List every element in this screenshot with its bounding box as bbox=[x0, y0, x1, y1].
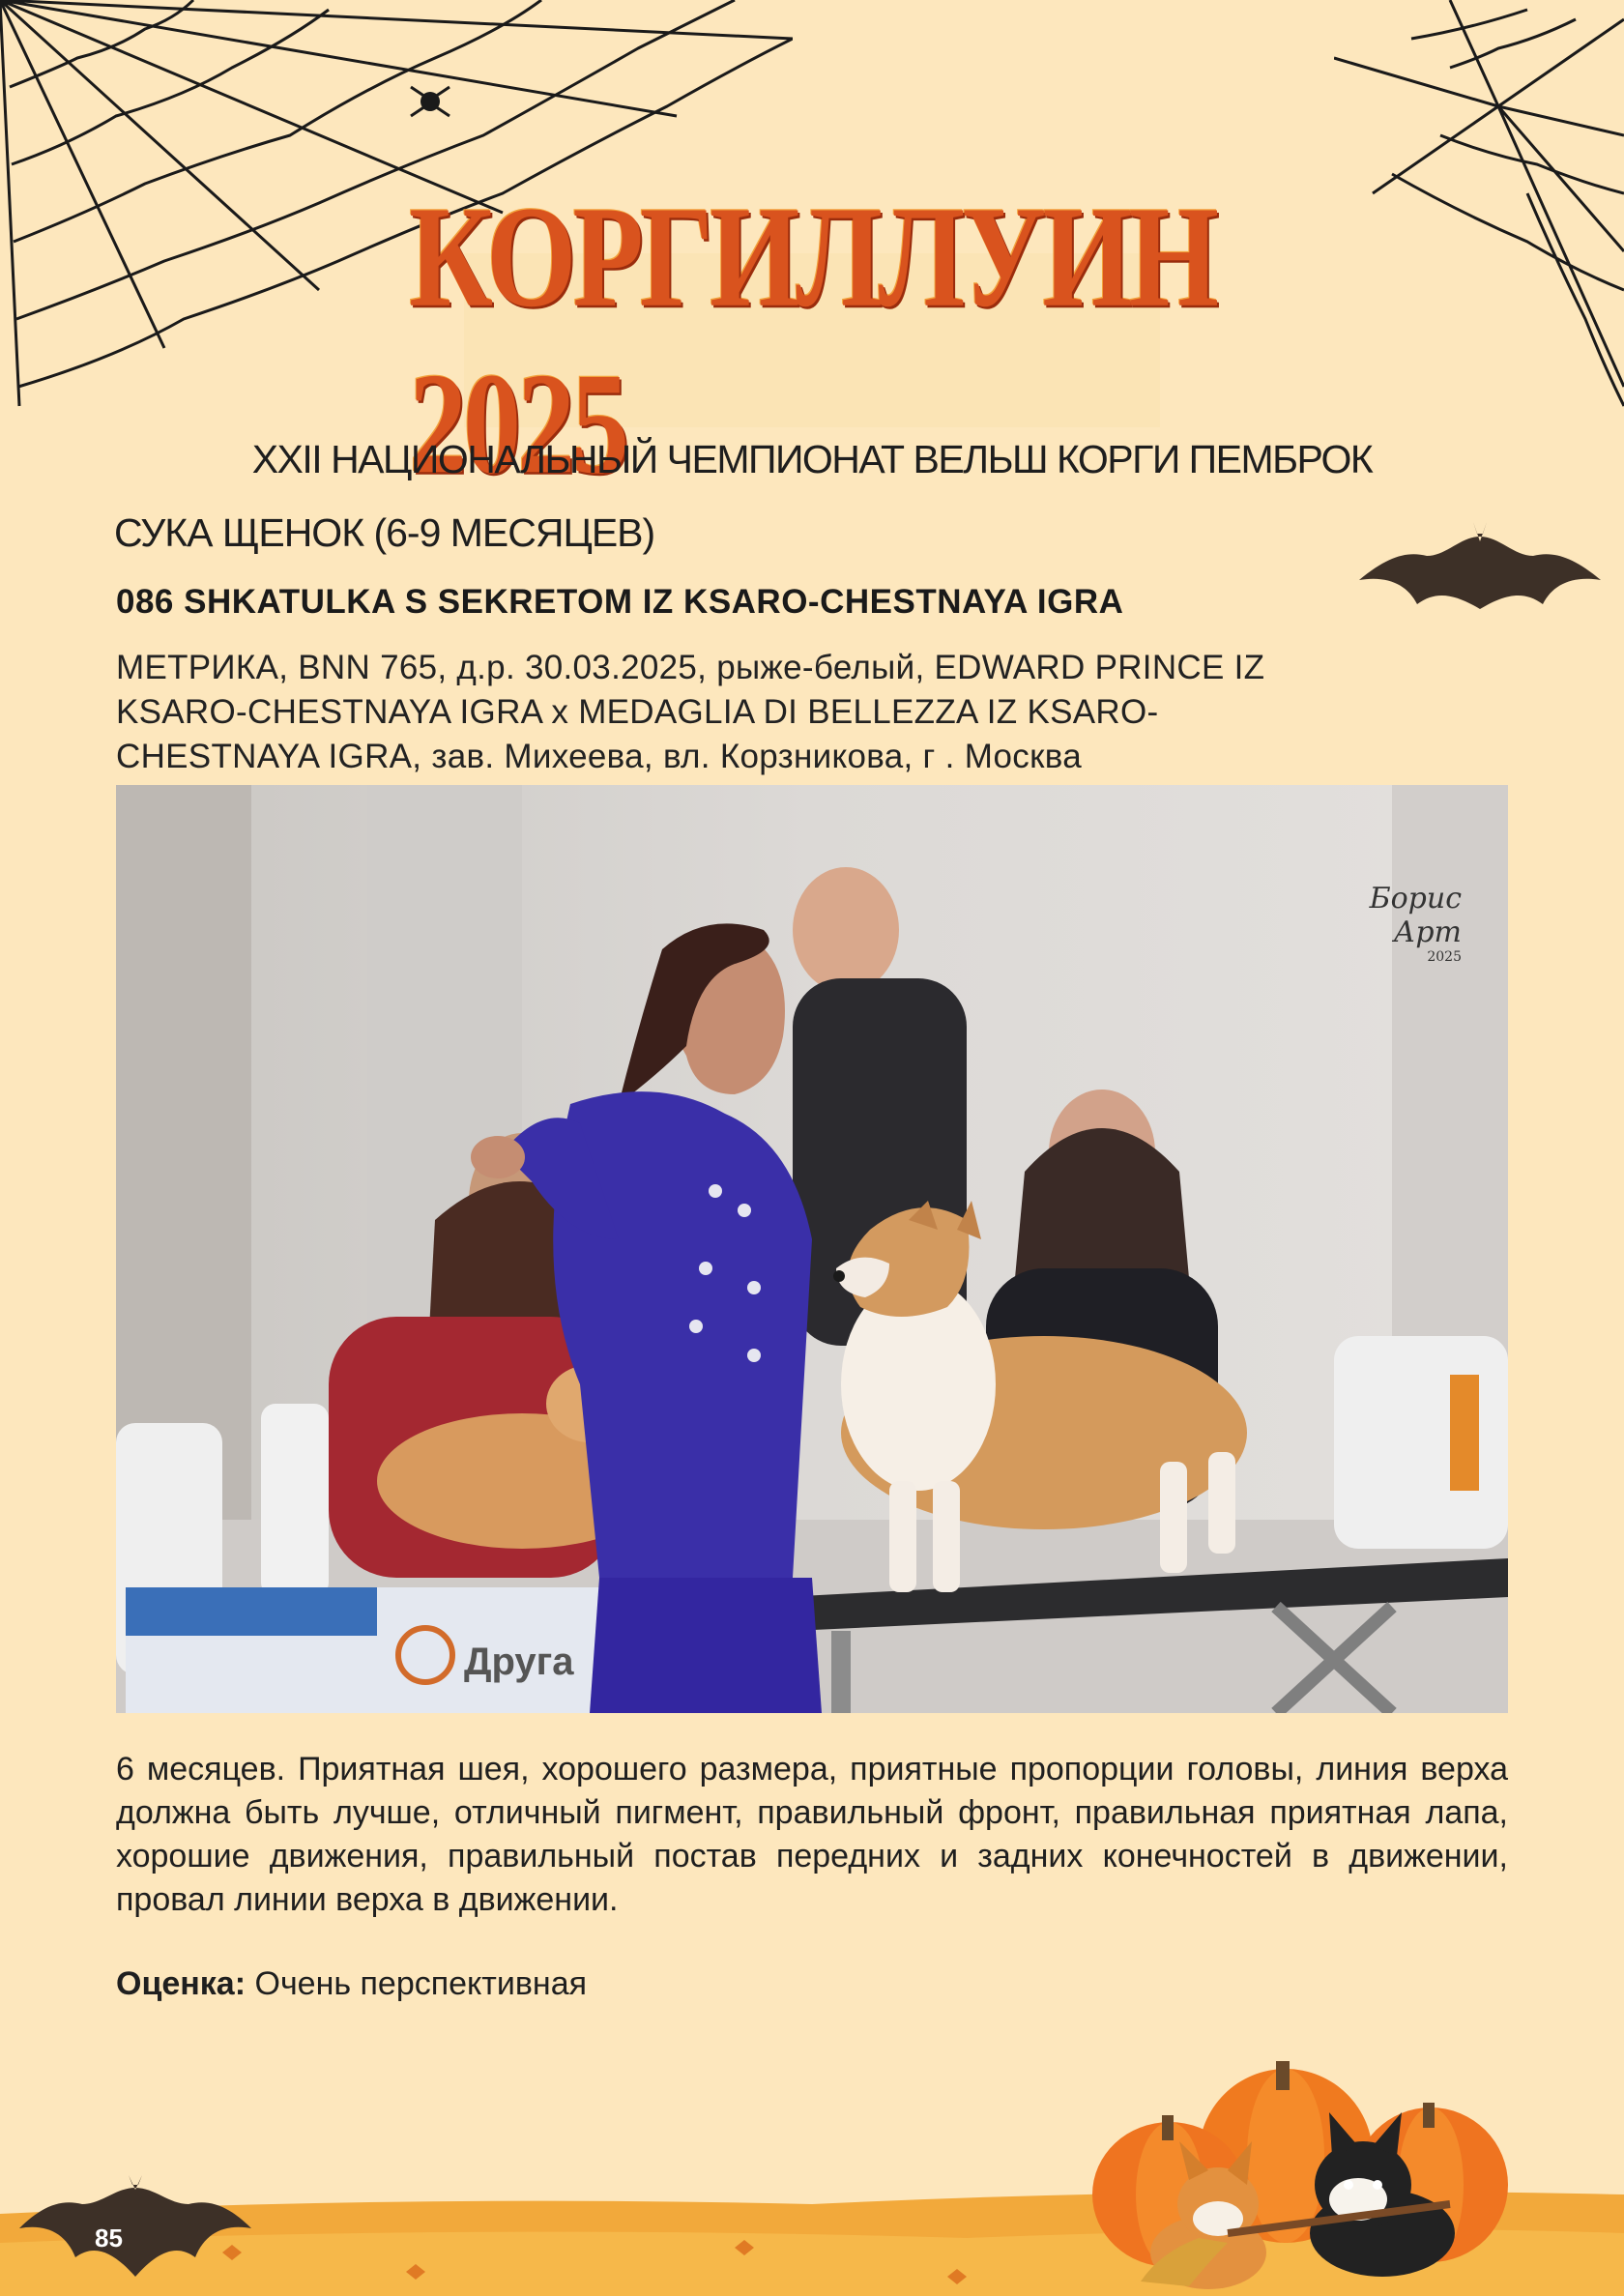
signature-year: 2025 bbox=[1427, 949, 1462, 965]
logo-text: КОРГИЛЛУИН 2025 bbox=[409, 176, 1215, 504]
rating-label: Оценка: bbox=[116, 1965, 246, 2002]
show-photo bbox=[116, 785, 1508, 1713]
entry-title: 086 SHKATULKA S SEKRETOM IZ KSARO-CHESTNAYA IGRA bbox=[116, 583, 1124, 621]
pedigree-info bbox=[116, 646, 1508, 779]
spider-icon bbox=[411, 87, 450, 116]
page-number: 85 bbox=[95, 2223, 123, 2252]
championship-subtitle: XXII НАЦИОНАЛЬНЫЙ ЧЕМПИОНАТ ВЕЛЬШ КОРГИ ПЕМБРОК bbox=[251, 437, 1373, 481]
pedigree-line: МЕТРИКА, BNN 765, д.р. 30.03.2025, рыже-белый, EDWARD PRINCE IZ bbox=[116, 649, 1265, 686]
class-category: СУКА ЩЕНОК (6-9 МЕСЯЦЕВ) bbox=[114, 510, 655, 555]
pedigree-line: KSARO-CHESTNAYA IGRA x MEDAGLIA DI BELLEZZA IZ KSARO- bbox=[116, 693, 1159, 731]
signature-name: Борис Арт bbox=[1369, 882, 1462, 949]
pedigree-line: CHESTNAYA IGRA, зав. Михеева, вл. Корзникова, г . Москва bbox=[116, 738, 1082, 775]
banner-text: Друга bbox=[464, 1641, 574, 1683]
rating bbox=[116, 1965, 587, 2003]
spider-web-right-decoration bbox=[1334, 0, 1624, 454]
pumpkins-corgis-illustration bbox=[1083, 2001, 1624, 2296]
judge-review: 6 месяцев. Приятная шея, хорошего размера, приятные пропорции головы, линия верха должна быть лучше, отличный пигмент, правильный фронт, правильная приятная лапа, хорошие движения, правильный постав передних и задних конечностей в движении, провал линии верха в движении. bbox=[116, 1751, 1508, 1918]
photographer-signature bbox=[1317, 882, 1462, 965]
rating-value: Очень перспективная bbox=[246, 1965, 588, 2002]
bat-icon bbox=[1359, 503, 1601, 619]
